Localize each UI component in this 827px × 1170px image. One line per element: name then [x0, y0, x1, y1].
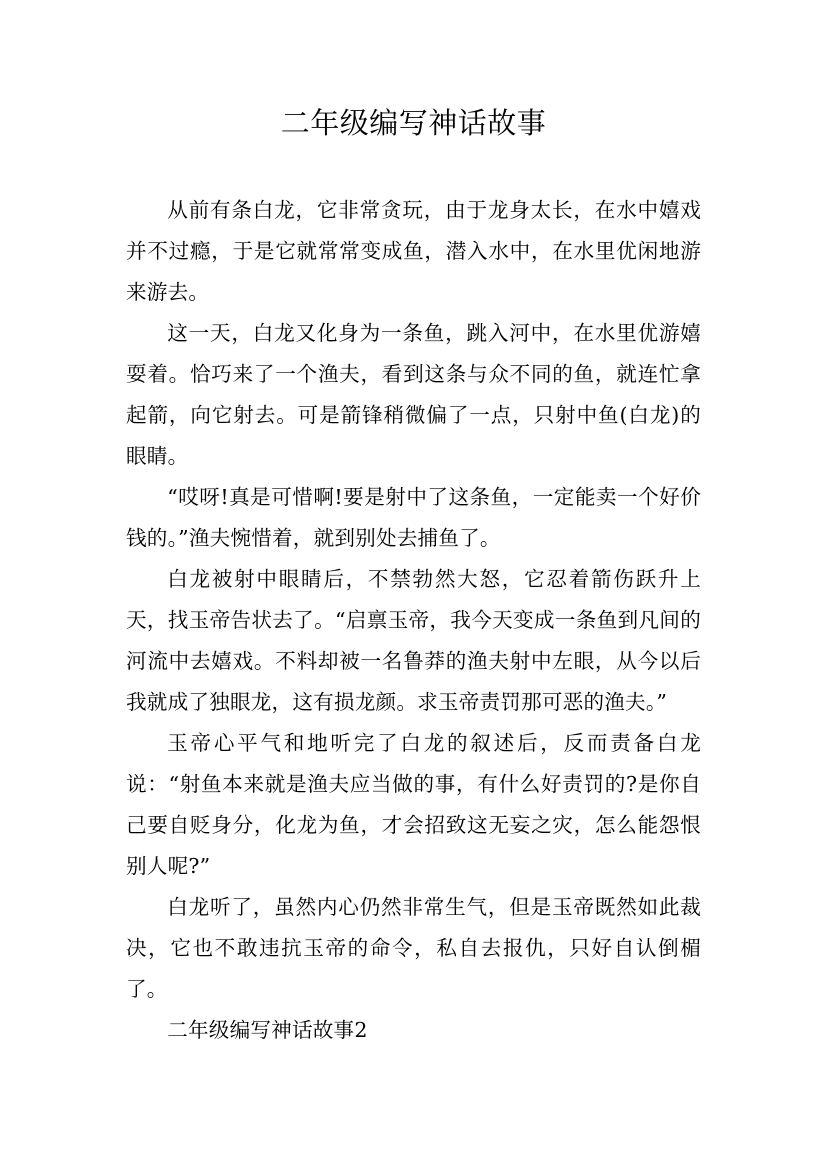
paragraph: 玉帝心平气和地听完了白龙的叙述后，反而责备白龙说：“射鱼本来就是渔夫应当做的事，有什么好责罚的?是你自己要自贬身分，化龙为鱼，才会招致这无妄之灾，怎么能怨恨别人呢?” [126, 731, 701, 878]
document-body [126, 190, 701, 1051]
paragraph: 白龙被射中眼睛后，不禁勃然大怒，它忍着箭伤跃升上天，找玉帝告状去了。“启禀玉帝，我今天变成一条鱼到凡间的河流中去嬉戏。不料却被一名鲁莽的渔夫射中左眼，从今以后我就成了独眼龙，这有损龙颜。求玉帝责罚那可恶的渔夫。” [126, 567, 701, 714]
paragraph: “哎呀!真是可惜啊!要是射中了这条鱼，一定能卖一个好价钱的。”渔夫惋惜着，就到别处去捕鱼了。 [126, 485, 701, 550]
paragraph: 白龙听了，虽然内心仍然非常生气，但是玉帝既然如此裁决，它也不敢违抗玉帝的命令，私自去报仇，只好自认倒楣了。 [126, 895, 701, 1001]
paragraph: 这一天，白龙又化身为一条鱼，跳入河中，在水里优游嬉耍着。恰巧来了一个渔夫，看到这条与众不同的鱼，就连忙拿起箭，向它射去。可是箭锋稍微偏了一点，只射中鱼(白龙)的眼睛。 [126, 321, 701, 468]
document-title: 二年级编写神话故事 [280, 106, 547, 140]
paragraph: 从前有条白龙，它非常贪玩，由于龙身太长，在水中嬉戏并不过瘾，于是它就常常变成鱼，潜入水中，在水里优闲地游来游去。 [126, 198, 701, 304]
section-subheading: 二年级编写神话故事2 [167, 1018, 368, 1042]
